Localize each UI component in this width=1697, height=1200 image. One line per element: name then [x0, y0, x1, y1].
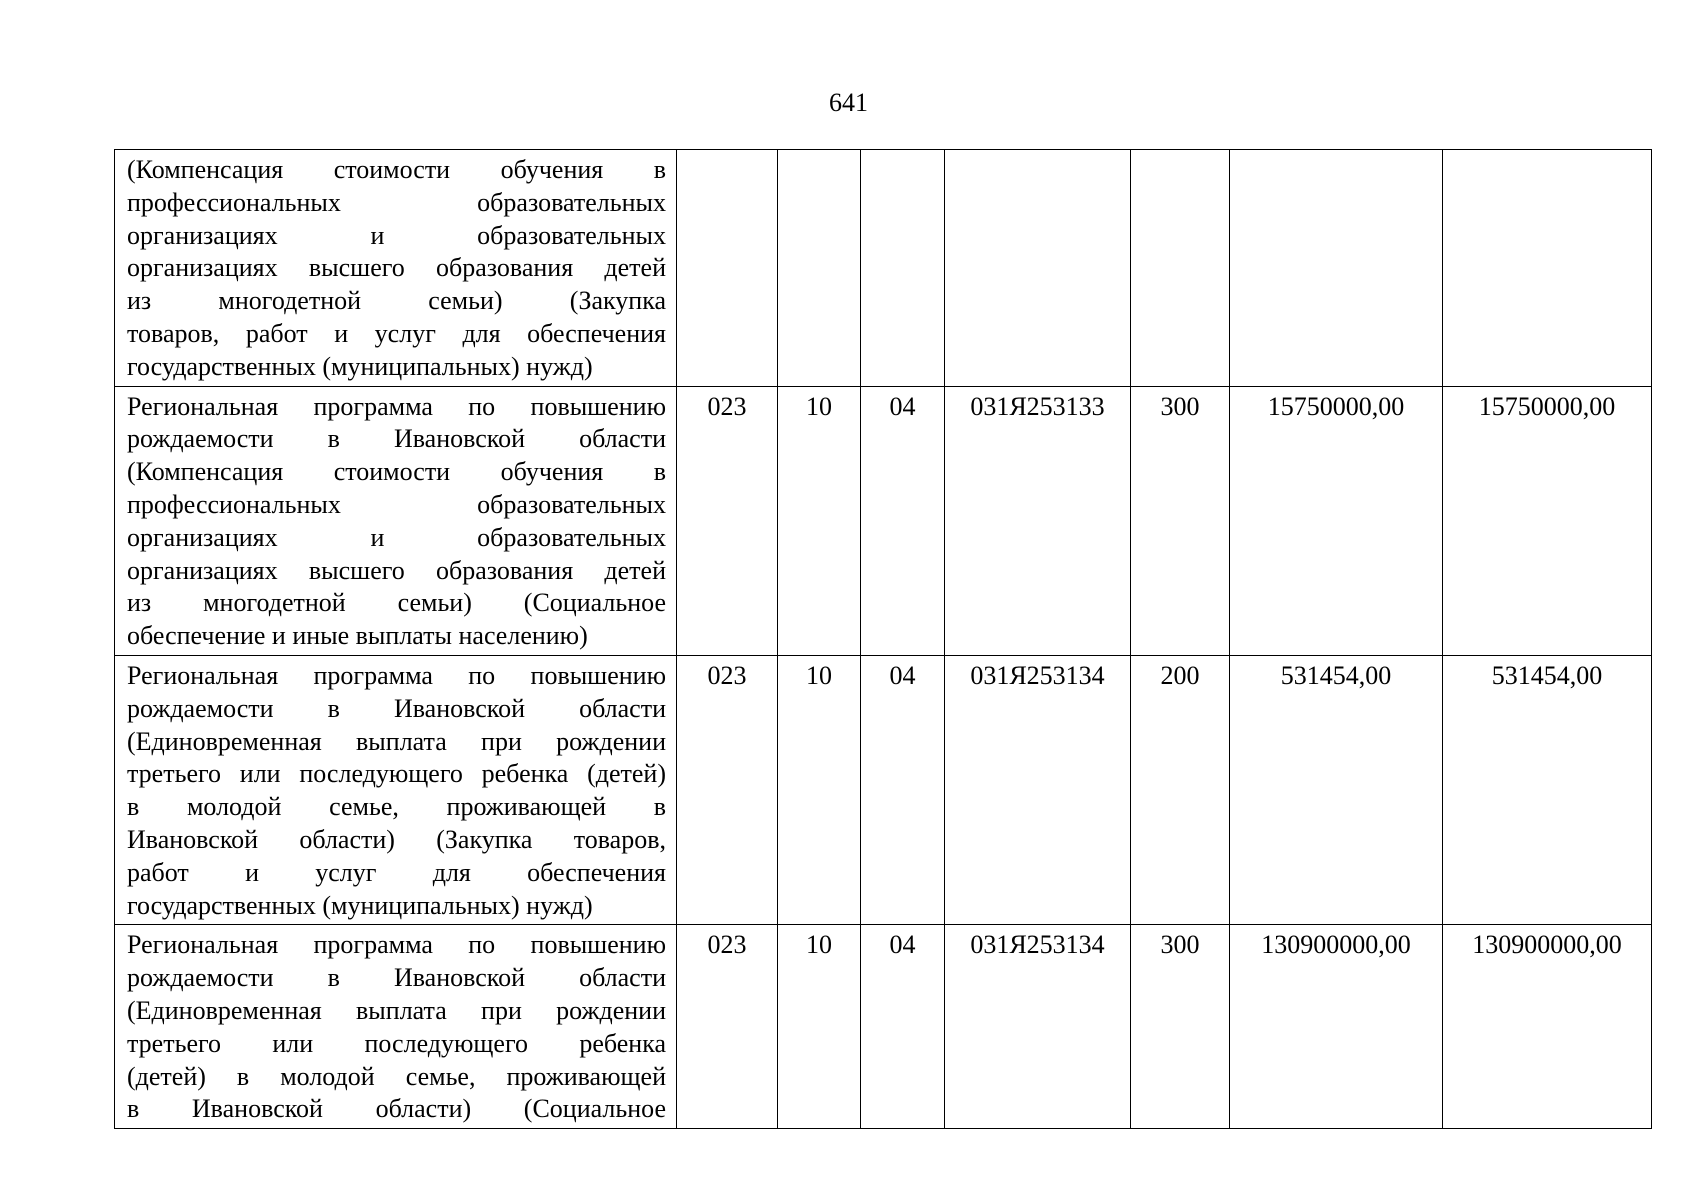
description-cell — [115, 925, 677, 1129]
description-line: рождаемости в Ивановской области — [127, 963, 666, 993]
description-line: Региональная программа по повышению — [127, 660, 666, 690]
description-cell — [115, 386, 677, 655]
description-line: из многодетной семьи) (Закупка — [127, 286, 666, 316]
target-article-cell: 031Я253133 — [945, 386, 1131, 655]
section-code-cell — [778, 150, 861, 387]
target-article-cell: 031Я253134 — [945, 925, 1131, 1129]
budget-table — [114, 149, 1652, 1129]
description-cell — [115, 655, 677, 924]
description-line: (Единовременная выплата при рождении — [127, 726, 666, 756]
expense-type-cell: 200 — [1131, 655, 1230, 924]
description-line: работ и услуг для обеспечения — [127, 857, 666, 887]
description-line: организациях высшего образования детей — [127, 253, 666, 283]
description-line: организациях и образовательных — [127, 220, 666, 250]
table-row — [115, 925, 1652, 1129]
amount-year-2-cell: 15750000,00 — [1443, 386, 1652, 655]
target-article-cell — [945, 150, 1131, 387]
description-line: товаров, работ и услуг для обеспечения — [127, 318, 666, 348]
description-line: рождаемости в Ивановской области — [127, 693, 666, 723]
page-number: 641 — [829, 88, 868, 117]
description-line: в молодой семье, проживающей в — [127, 792, 666, 822]
amount-year-1-cell: 531454,00 — [1230, 655, 1443, 924]
target-article-cell: 031Я253134 — [945, 655, 1131, 924]
description-line: (детей) в молодой семье, проживающей — [127, 1061, 666, 1091]
description-line: организациях и образовательных — [127, 522, 666, 552]
description-line: Региональная программа по повышению — [127, 930, 666, 960]
section-code-cell: 10 — [778, 386, 861, 655]
description-line: государственных (муниципальных) нужд) — [127, 351, 593, 381]
amount-year-1-cell — [1230, 150, 1443, 387]
subsection-code-cell: 04 — [861, 655, 945, 924]
description-line: третьего или последующего ребенка — [127, 1028, 666, 1058]
description-line: Ивановской области) (Закупка товаров, — [127, 824, 666, 854]
table-row — [115, 150, 1652, 387]
admin-code-cell: 023 — [677, 386, 778, 655]
amount-year-2-cell: 130900000,00 — [1443, 925, 1652, 1129]
table-row — [115, 386, 1652, 655]
description-line: обеспечение и иные выплаты населению) — [127, 621, 588, 651]
expense-type-cell: 300 — [1131, 386, 1230, 655]
description-line: профессиональных образовательных — [127, 489, 666, 519]
description-line: (Компенсация стоимости обучения в — [127, 457, 666, 487]
section-code-cell: 10 — [778, 655, 861, 924]
amount-year-2-cell — [1443, 150, 1652, 387]
expense-type-cell — [1131, 150, 1230, 387]
admin-code-cell: 023 — [677, 925, 778, 1129]
subsection-code-cell: 04 — [861, 925, 945, 1129]
amount-year-2-cell: 531454,00 — [1443, 655, 1652, 924]
description-line: третьего или последующего ребенка (детей) — [127, 759, 666, 789]
table-body — [115, 150, 1652, 1129]
subsection-code-cell: 04 — [861, 386, 945, 655]
description-line: (Компенсация стоимости обучения в — [127, 155, 666, 184]
description-line: государственных (муниципальных) нужд) — [127, 890, 593, 920]
description-line: в Ивановской области) (Социальное — [127, 1094, 666, 1124]
expense-type-cell: 300 — [1131, 925, 1230, 1129]
section-code-cell: 10 — [778, 925, 861, 1129]
description-line: рождаемости в Ивановской области — [127, 424, 666, 454]
description-line: организациях высшего образования детей — [127, 555, 666, 585]
table-row — [115, 655, 1652, 924]
admin-code-cell — [677, 150, 778, 387]
admin-code-cell: 023 — [677, 655, 778, 924]
description-line: (Единовременная выплата при рождении — [127, 995, 666, 1025]
description-cell — [115, 150, 677, 387]
amount-year-1-cell: 130900000,00 — [1230, 925, 1443, 1129]
description-line: Региональная программа по повышению — [127, 391, 666, 421]
description-line: профессиональных образовательных — [127, 187, 666, 217]
subsection-code-cell — [861, 150, 945, 387]
amount-year-1-cell: 15750000,00 — [1230, 386, 1443, 655]
description-line: из многодетной семьи) (Социальное — [127, 588, 666, 618]
